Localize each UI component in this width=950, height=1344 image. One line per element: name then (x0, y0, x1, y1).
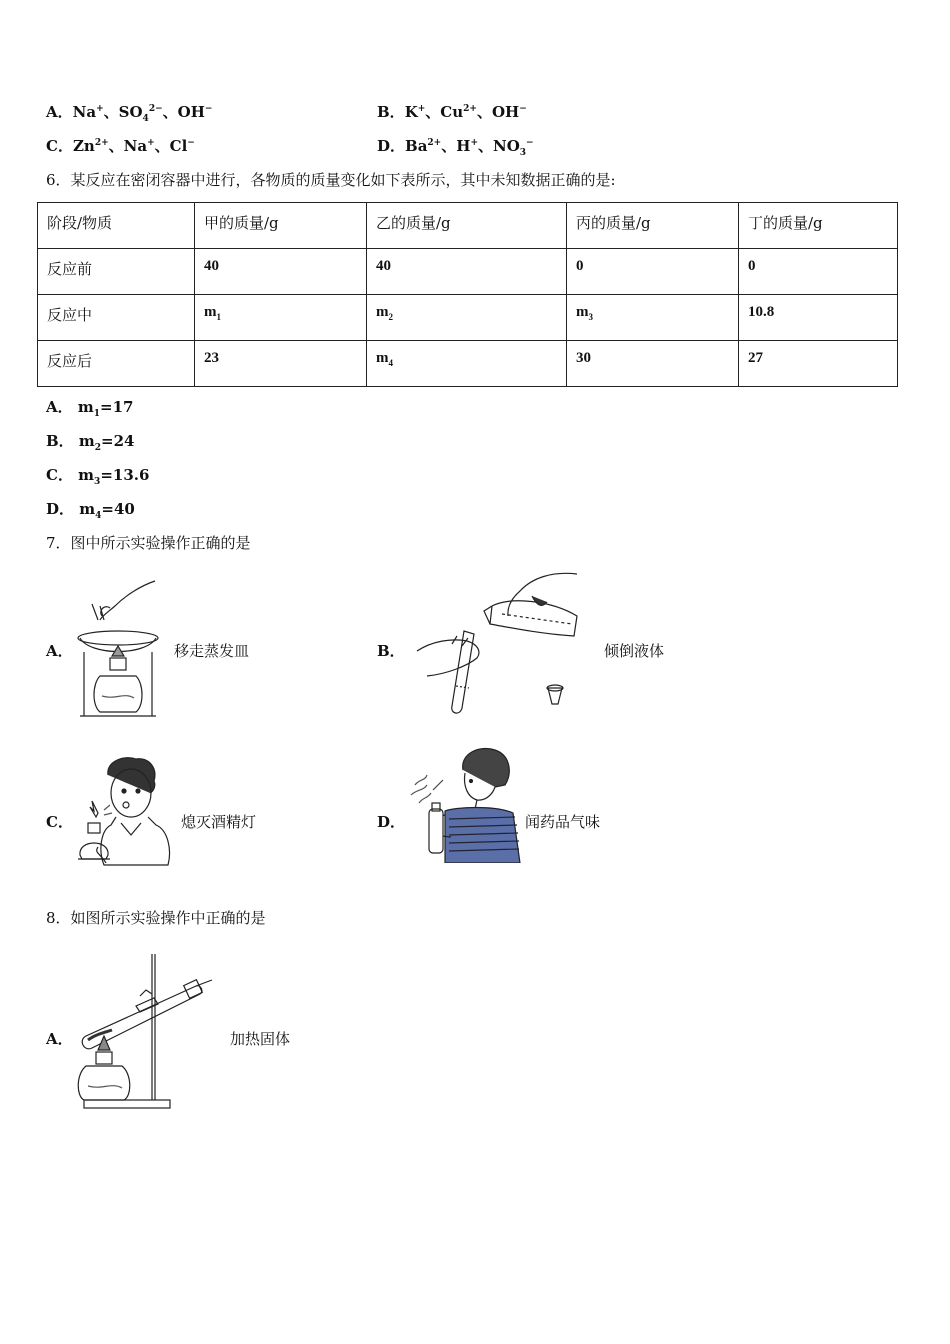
ion-formula: OH− (177, 103, 213, 121)
q5-option-c: C．$Zn^{2+}$、Na+、Cl− (46, 137, 195, 155)
ion-formula: $NO_3^-$ (493, 137, 534, 158)
q7-option-d-label: D． (377, 813, 406, 831)
ion-formula: K+ (404, 103, 426, 121)
table-header-row (38, 203, 898, 249)
table-cell: 40 (195, 249, 367, 295)
table-cell: $m_1$ (195, 295, 367, 341)
q6-option-d: D． $m_4=40$ (46, 500, 135, 521)
table-cell: $m_3$ (567, 295, 739, 341)
table-row (38, 341, 898, 387)
ion-formula: Na+ (123, 137, 155, 155)
table-cell: $m_4$ (367, 341, 567, 387)
q6-option-b: B． $m_2=24$ (46, 432, 135, 453)
evaporating-dish-tongs-icon (70, 576, 160, 721)
table-header-cell: 丁的质量/g (739, 203, 898, 249)
q6-stem: 6．某反应在密闭容器中进行，各物质的质量变化如下表所示，其中未知数据正确的是: (46, 171, 616, 189)
q5-option-a: A．Na+、$SO_4^{2-}$、OH− (46, 103, 213, 124)
table-cell: 0 (567, 249, 739, 295)
q7-stem: 7．图中所示实验操作正确的是 (46, 534, 251, 552)
table-header-cell: 丙的质量/g (567, 203, 739, 249)
q8-stem: 8．如图所示实验操作中正确的是 (46, 909, 266, 927)
q6-option-a: A． $m_1=17$ (46, 398, 134, 419)
table-cell: $m_2$ (367, 295, 567, 341)
ion-formula: $Ba^{2+}$ (405, 137, 442, 155)
table-cell: 30 (567, 341, 739, 387)
q7-option-c-label: C． (46, 813, 73, 831)
q7-option-c-caption: 熄灭酒精灯 (181, 813, 257, 831)
table-cell: 10.8 (739, 295, 898, 341)
ion-formula: $Zn^{2+}$ (72, 137, 109, 155)
ion-formula: $Cu^{2+}$ (440, 103, 477, 121)
ion-formula: OH− (491, 103, 527, 121)
q8-option-a-caption: 加热固体 (230, 1030, 291, 1048)
q7-option-a-caption: 移走蒸发皿 (174, 642, 250, 660)
table-row (38, 249, 898, 295)
table-stage-cell: 反应后 (38, 341, 195, 387)
q8-option-a-label: A． (46, 1030, 73, 1048)
q5-option-d: D．$Ba^{2+}$、H+、$NO_3^-$ (377, 137, 534, 158)
table-cell: 23 (195, 341, 367, 387)
q7-option-d-caption: 闻药品气味 (525, 813, 601, 831)
q5-option-b: B．K+、$Cu^{2+}$、OH− (377, 103, 527, 121)
table-cell: 40 (367, 249, 567, 295)
q6-option-c: C． $m_3=13.6$ (46, 466, 150, 487)
table-stage-cell: 反应前 (38, 249, 195, 295)
pouring-liquid-icon (412, 566, 582, 716)
table-stage-cell: 反应中 (38, 295, 195, 341)
table-cell: 27 (739, 341, 898, 387)
blowing-lamp-icon (76, 755, 176, 870)
heating-test-tube-icon (76, 950, 216, 1112)
table-row (38, 295, 898, 341)
q7-option-b-label: B． (377, 642, 405, 660)
table-header-cell: 甲的质量/g (195, 203, 367, 249)
smelling-bottle-icon (405, 745, 523, 863)
ion-formula: Na+ (72, 103, 104, 121)
ion-formula: H+ (456, 137, 478, 155)
table-header-cell: 乙的质量/g (367, 203, 567, 249)
q7-option-a-label: A． (46, 642, 73, 660)
ion-formula: $SO_4^{2-}$ (118, 103, 163, 124)
table-header-cell: 阶段/物质 (38, 203, 195, 249)
mass-table (37, 202, 898, 387)
q7-option-b-caption: 倾倒液体 (604, 642, 665, 660)
table-cell: 0 (739, 249, 898, 295)
ion-formula: Cl− (169, 137, 195, 155)
